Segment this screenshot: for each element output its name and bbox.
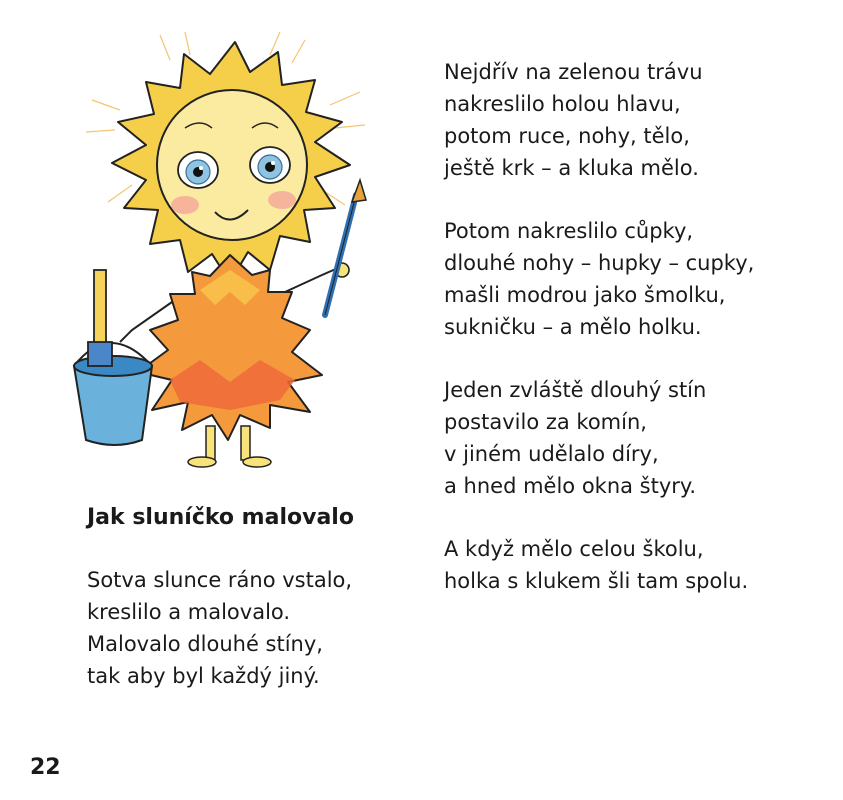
verse-line: kreslilo a malovalo. [87,600,291,624]
stanza-2 [444,56,703,184]
verse-line: nakreslilo holou hlavu, [444,92,681,116]
verse-line: v jiném udělalo díry, [444,442,659,466]
verse-line: Jeden zvláště dlouhý stín [444,378,707,402]
page-number: 22 [30,755,61,780]
verse-line: a hned mělo okna štyry. [444,474,697,498]
verse-line: dlouhé nohy – hupky – cupky, [444,251,755,275]
verse-line: ještě krk – a kluka mělo. [444,156,699,180]
paint-bucket [74,270,152,445]
verse-line: A když mělo celou školu, [444,537,704,561]
poem-title: Jak sluníčko malovalo [87,505,354,530]
verse-line: mašli modrou jako šmolku, [444,283,726,307]
verse-line: Sotva slunce ráno vstalo, [87,568,353,592]
stanza-4 [444,374,706,502]
verse-line: holka s klukem šli tam spolu. [444,569,749,593]
stanza-3 [444,215,754,343]
verse-line: Potom nakreslilo cůpky, [444,219,694,243]
verse-line: sukničku – a mělo holku. [444,315,702,339]
verse-line: postavilo za komín, [444,410,647,434]
verse-line: tak aby byl každý jiný. [87,664,320,688]
verse-line: Nejdřív na zelenou trávu [444,60,703,84]
sun-girl-illustration [60,30,380,480]
stanza-1 [87,564,352,692]
verse-line: potom ruce, nohy, tělo, [444,124,690,148]
stanza-5 [444,533,748,597]
verse-line: Malovalo dlouhé stíny, [87,632,323,656]
